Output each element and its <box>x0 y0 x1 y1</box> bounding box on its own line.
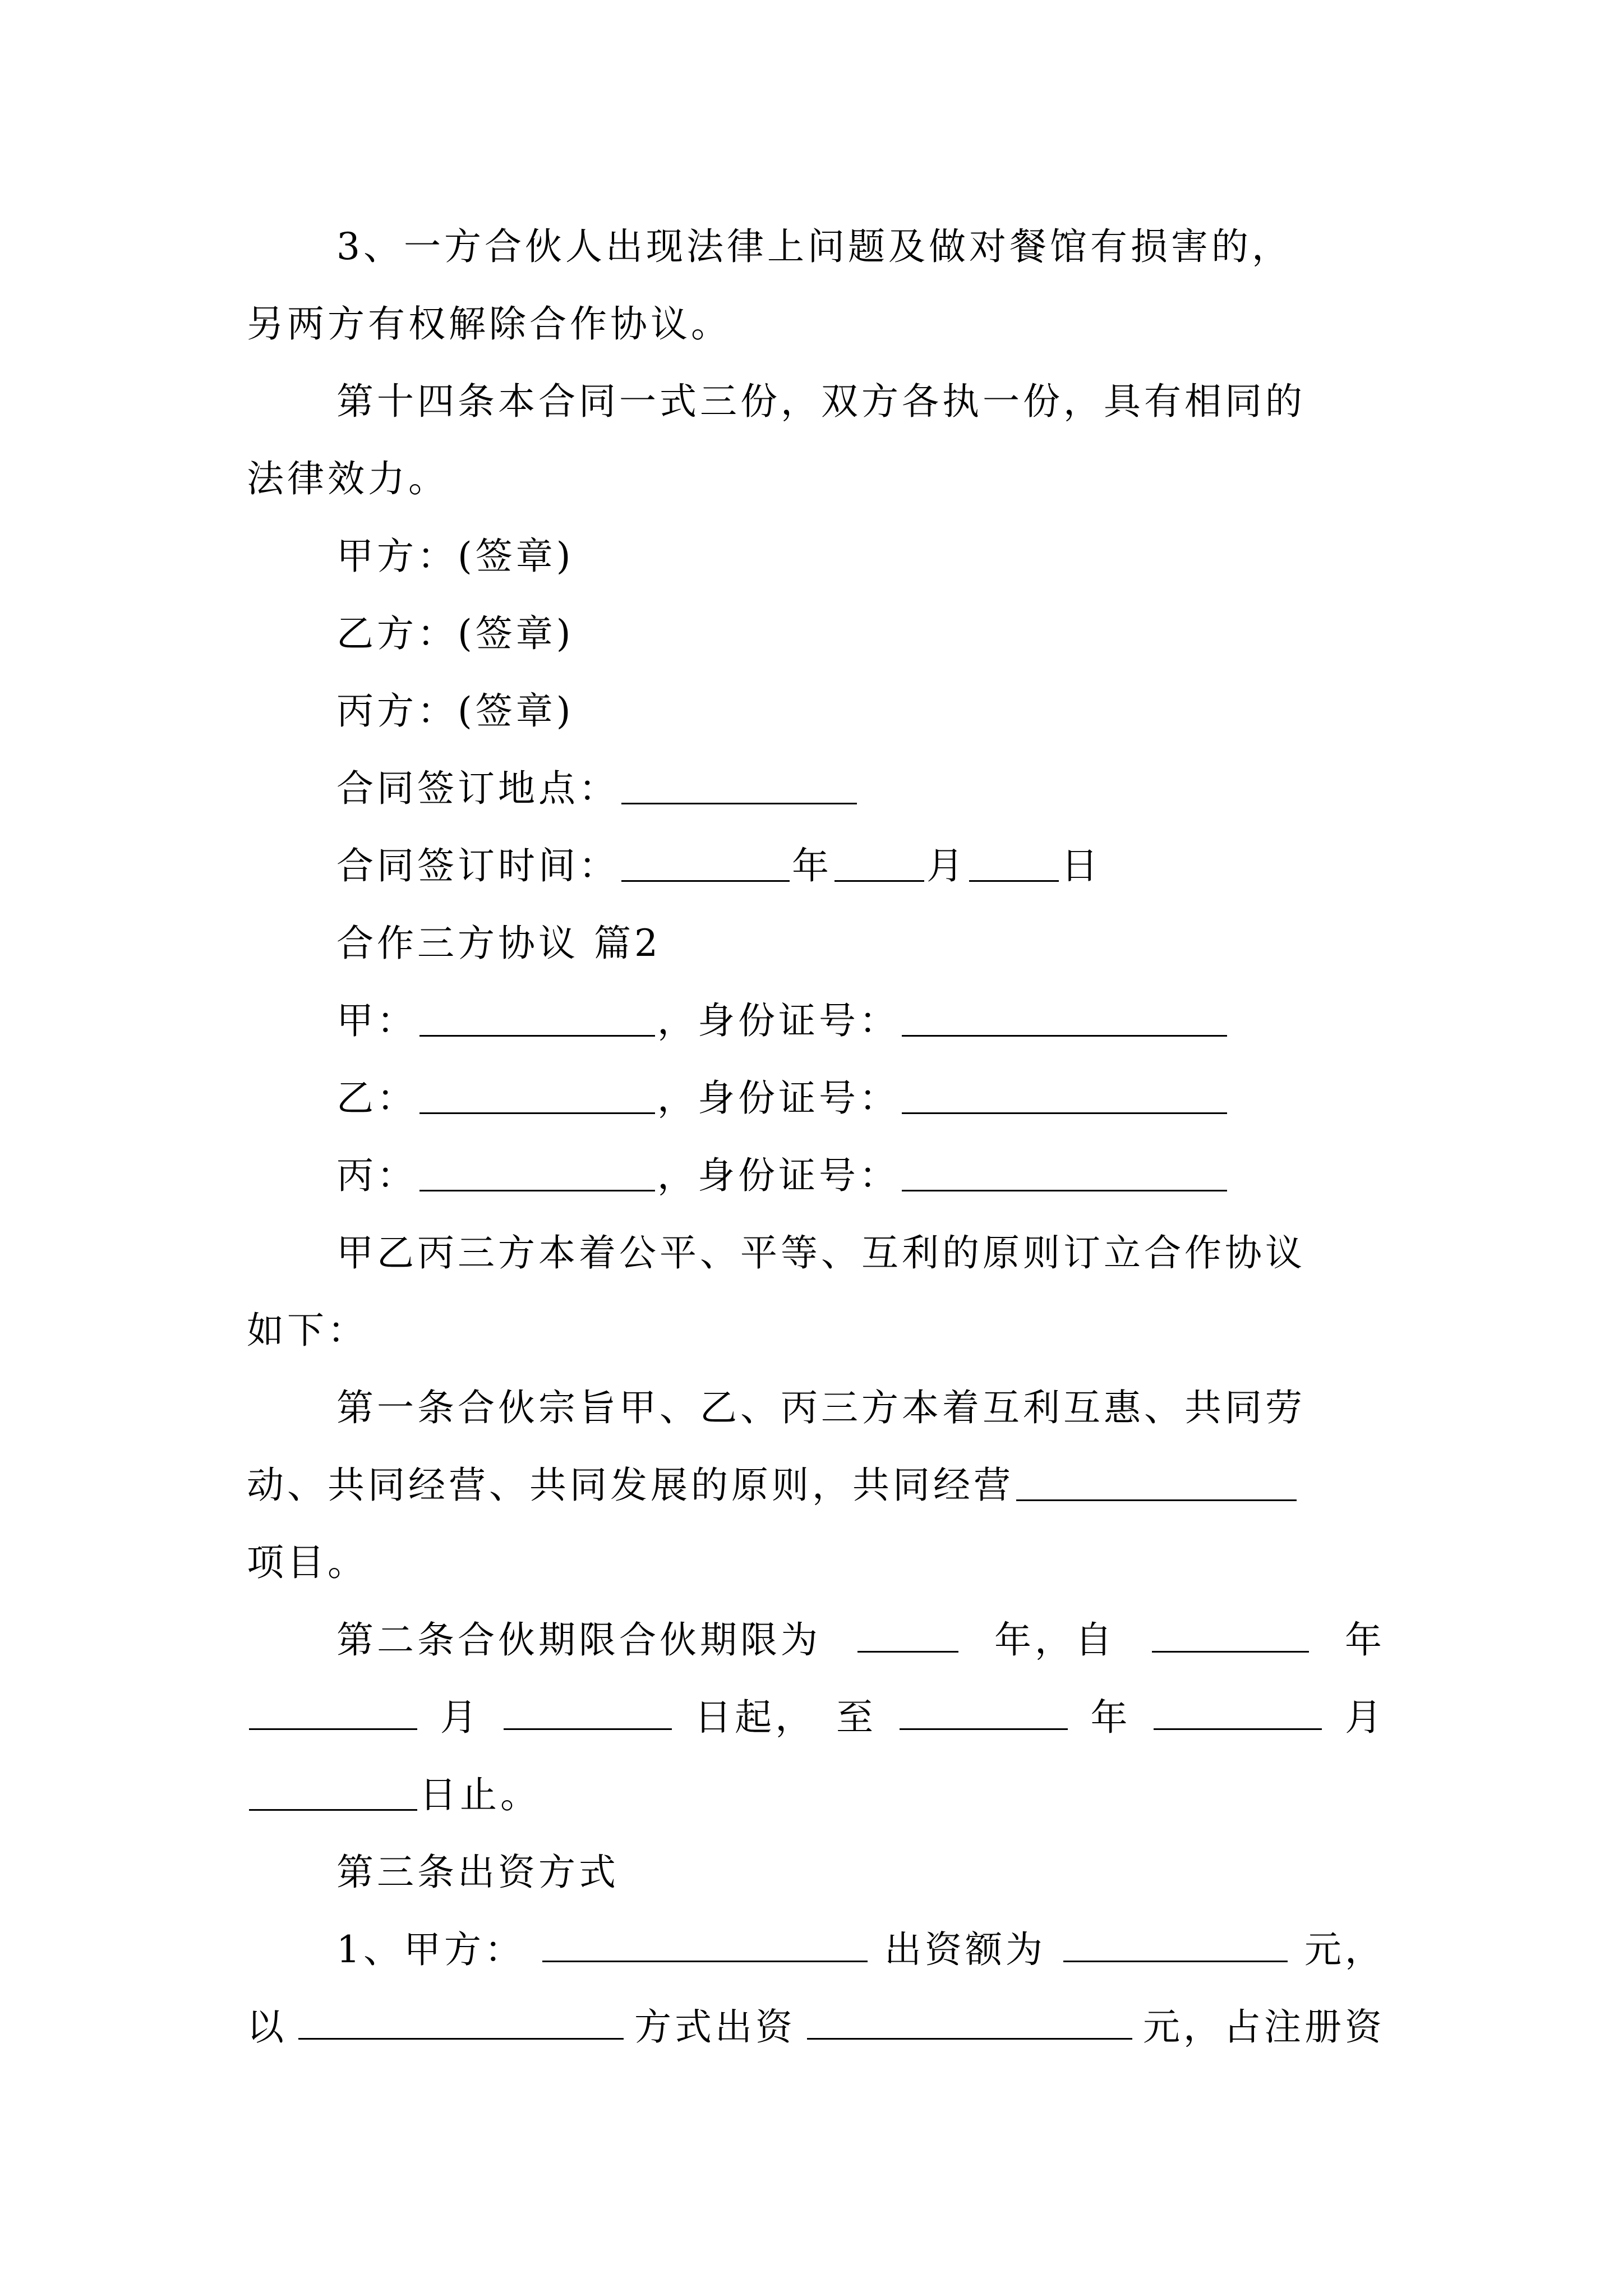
paragraph-line: 法律效力。 <box>247 457 449 500</box>
term-years-blank <box>857 1616 958 1653</box>
paragraph-line: 另两方有权解除合作协议。 <box>247 302 731 346</box>
party-a-blank <box>542 1926 868 1962</box>
from-label: 年，自 <box>994 1618 1115 1662</box>
end-label: 日止。 <box>419 1773 541 1816</box>
paragraph-line <box>247 1446 1385 1525</box>
start-day-blank <box>504 1694 672 1730</box>
section-heading: 合作三方协议 篇2 <box>336 922 661 965</box>
id-number-label: ，身份证号： <box>657 1154 900 1197</box>
section-heading: 第三条出资方式 <box>336 1851 619 1894</box>
contribution-line-2 <box>247 1988 1385 2067</box>
signing-place-label: 合同签订地点： <box>336 767 619 810</box>
month-blank <box>834 845 924 882</box>
party-c-label: 丙： <box>336 1154 417 1197</box>
year-blank <box>621 845 790 882</box>
method-prefix: 以 <box>247 2005 287 2049</box>
paragraph-line: 如下： <box>247 1309 368 1352</box>
to-label: 至 <box>836 1696 877 1739</box>
year-label: 年 <box>1090 1696 1131 1739</box>
start-label: 日起， <box>694 1696 816 1739</box>
share-label: 元，占注册资 <box>1143 2005 1385 2049</box>
signature-party-a: 甲方：(签章) <box>336 535 574 578</box>
signing-date-line <box>336 827 1385 905</box>
signature-party-c: 丙方：(签章) <box>336 689 574 733</box>
signing-place-blank <box>621 768 857 804</box>
party-b-id-blank <box>902 1078 1227 1114</box>
party-b-id-line <box>336 1059 1385 1138</box>
party-b-name-blank <box>419 1078 655 1114</box>
paragraph-text: 动、共同经营、共同发展的原则，共同经营 <box>247 1464 1014 1507</box>
month-label: 月 <box>440 1696 481 1739</box>
start-month-blank <box>249 1694 417 1730</box>
year-label: 年 <box>792 844 832 887</box>
term-label: 第二条合伙期限合伙期限为 <box>336 1618 821 1662</box>
signing-place-line <box>336 749 1385 828</box>
month-label: 月 <box>1345 1696 1385 1739</box>
id-number-label: ，身份证号： <box>657 1076 900 1120</box>
party-a-label: 1、甲方： <box>336 1928 525 1971</box>
method-label: 方式出资 <box>634 2005 796 2049</box>
party-a-id-blank <box>902 1000 1227 1037</box>
amount-label: 出资额为 <box>884 1928 1046 1971</box>
end-month-blank <box>1154 1694 1322 1730</box>
day-label: 日 <box>1061 844 1101 887</box>
start-year-blank <box>1152 1616 1309 1653</box>
party-c-id-line <box>336 1137 1385 1215</box>
day-blank <box>969 845 1059 882</box>
year-label: 年 <box>1345 1618 1385 1662</box>
paragraph-line: 甲乙丙三方本着公平、平等、互利的原则订立合作协议 <box>336 1231 1306 1274</box>
party-a-name-blank <box>419 1000 655 1037</box>
paragraph-line: 第十四条本合同一式三份，双方各执一份，具有相同的 <box>336 380 1306 423</box>
party-a-id-line <box>336 982 1385 1060</box>
month-label: 月 <box>926 844 967 887</box>
party-b-label: 乙： <box>336 1076 417 1120</box>
end-year-blank <box>900 1694 1068 1730</box>
term-line-1 <box>336 1601 1385 1680</box>
term-line-2 <box>247 1678 1385 1757</box>
currency-label: 元， <box>1304 1928 1385 1971</box>
end-day-blank <box>249 1774 417 1811</box>
term-line-3 <box>247 1756 1385 1834</box>
project-blank <box>1016 1465 1297 1501</box>
paragraph-line: 项目。 <box>247 1541 368 1584</box>
id-number-label: ，身份证号： <box>657 999 900 1042</box>
amount-blank <box>1063 1926 1288 1962</box>
party-a-label: 甲： <box>336 999 417 1042</box>
party-c-id-blank <box>902 1155 1227 1191</box>
paragraph-line: 3、一方合伙人出现法律上问题及做对餐馆有损害的， <box>336 225 1292 268</box>
contribution-blank <box>807 2003 1132 2040</box>
method-blank <box>298 2003 624 2040</box>
paragraph-line: 第一条合伙宗旨甲、乙、丙三方本着互利互惠、共同劳 <box>336 1386 1306 1429</box>
contribution-line-1 <box>336 1911 1385 1989</box>
signing-date-label: 合同签订时间： <box>336 844 619 887</box>
party-c-name-blank <box>419 1155 655 1191</box>
signature-party-b: 乙方：(签章) <box>336 612 574 655</box>
